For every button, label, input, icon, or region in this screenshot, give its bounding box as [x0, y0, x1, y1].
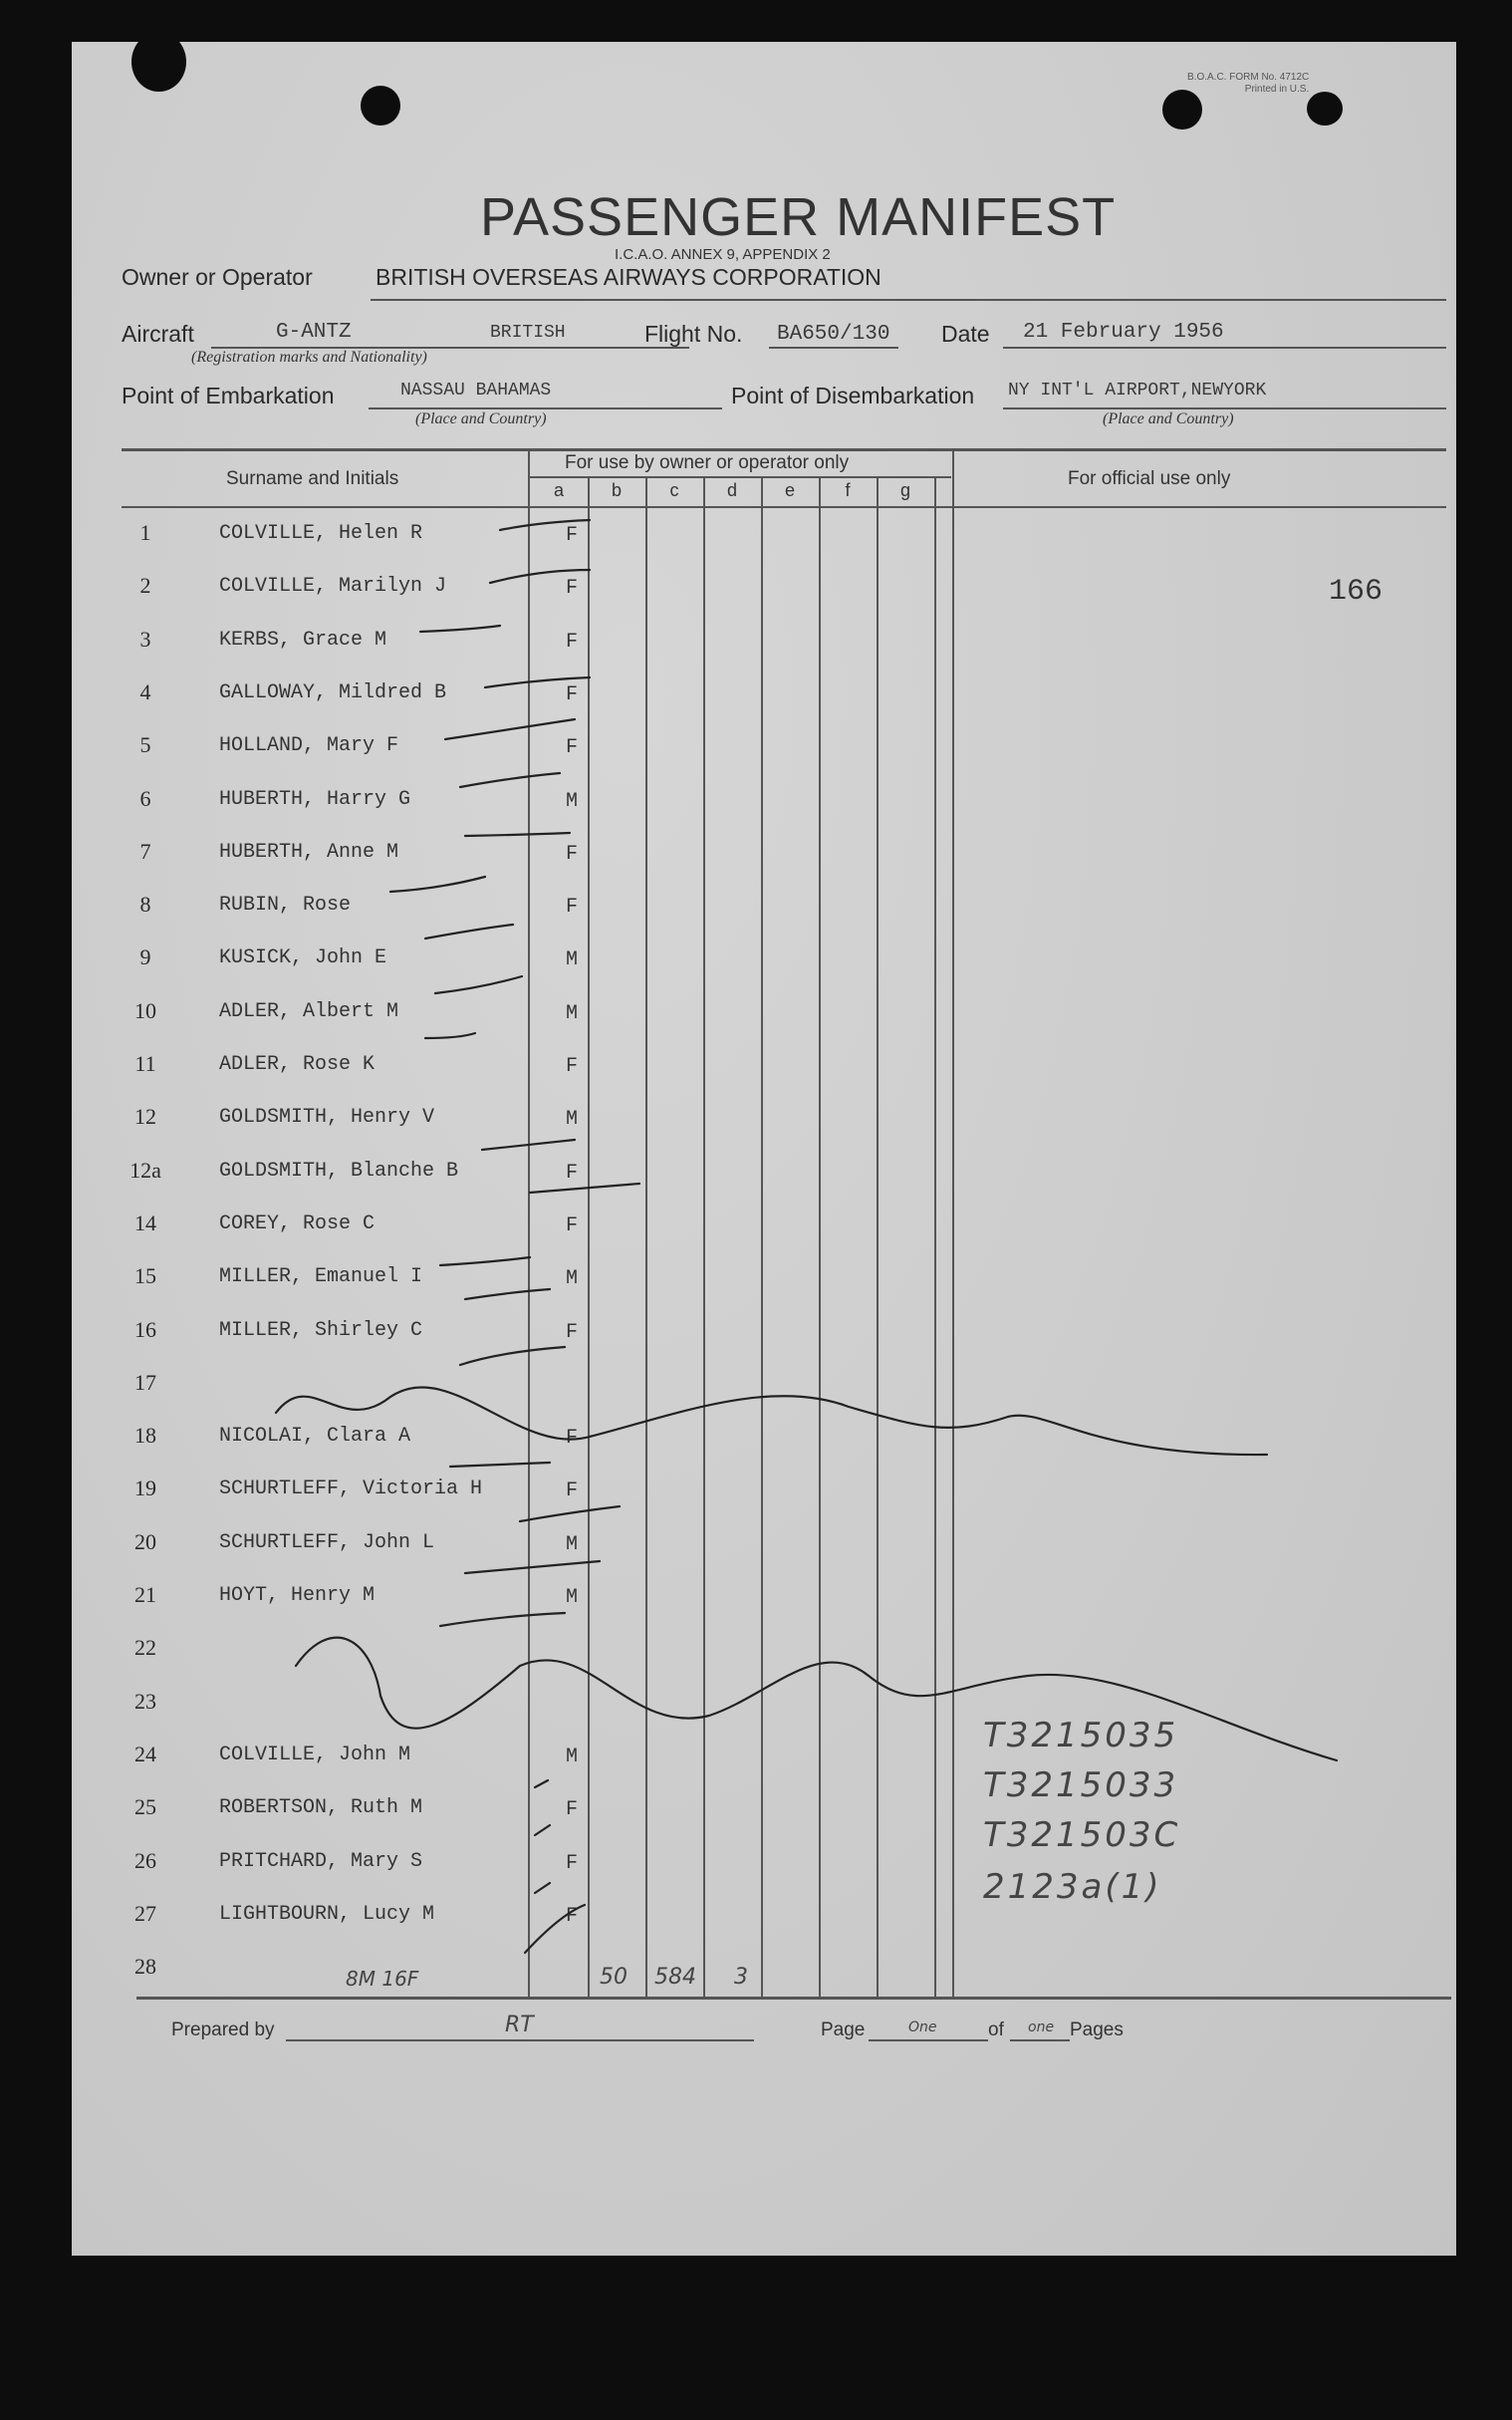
- row-number: 14: [134, 1210, 156, 1235]
- totals-name-col: 8M 16F: [346, 1967, 419, 1991]
- col-name-header: Surname and Initials: [226, 468, 399, 489]
- passenger-sex: M: [565, 1267, 578, 1291]
- nationality-value: BRITISH: [490, 323, 566, 343]
- passenger-sex: F: [565, 842, 578, 866]
- pages-label: Pages: [1070, 2019, 1124, 2040]
- disembark-value: NY INT'L AIRPORT,NEWYORK: [1008, 381, 1267, 401]
- row-number: 15: [134, 1263, 156, 1289]
- passenger-sex: M: [565, 789, 578, 813]
- row-number: 3: [139, 626, 151, 652]
- aircraft-value: G-ANTZ: [276, 321, 352, 344]
- passenger-name: PRITCHARD, Mary S: [219, 1849, 423, 1873]
- passenger-sex: M: [565, 1108, 578, 1132]
- col-header-c: c: [669, 480, 679, 500]
- aircraft-label: Aircraft: [122, 321, 194, 347]
- row-number: 17: [134, 1369, 156, 1395]
- passenger-sex: F: [565, 1904, 578, 1928]
- flight-label: Flight No.: [644, 321, 743, 347]
- row-number: 12: [134, 1104, 156, 1130]
- disembark-note: (Place and Country): [1103, 410, 1234, 427]
- passenger-sex: M: [565, 1532, 578, 1556]
- passenger-name: HUBERTH, Anne M: [219, 840, 399, 864]
- passenger-name: COLVILLE, John M: [219, 1743, 411, 1766]
- passenger-name: KERBS, Grace M: [219, 628, 387, 652]
- official-note: T321503C: [983, 1815, 1181, 1855]
- passenger-sex: M: [565, 948, 578, 972]
- of-label: of: [988, 2019, 1004, 2040]
- row-number: 9: [139, 944, 151, 970]
- passenger-name: HOYT, Henry M: [219, 1584, 376, 1607]
- row-number: 24: [134, 1741, 156, 1766]
- row-number: 5: [139, 732, 151, 758]
- col-header-f: f: [845, 480, 851, 500]
- col-header-e: e: [784, 480, 795, 500]
- row-number: 20: [134, 1528, 156, 1554]
- row-number: 19: [134, 1476, 156, 1501]
- passenger-sex: F: [565, 1055, 578, 1078]
- flight-value: BA650/130: [777, 323, 890, 346]
- embark-value: NASSAU BAHAMAS: [400, 381, 552, 401]
- date-value: 21 February 1956: [1023, 321, 1224, 344]
- page-subtitle: I.C.A.O. ANNEX 9, APPENDIX 2: [615, 246, 831, 263]
- passenger-sex: M: [565, 1745, 578, 1768]
- passenger-name: GOLDSMITH, Henry V: [219, 1106, 435, 1130]
- official-note: T3215035: [983, 1716, 1179, 1755]
- page-value: One: [908, 2019, 937, 2035]
- passenger-name: GALLOWAY, Mildred B: [219, 680, 447, 704]
- passenger-sex: F: [565, 1161, 578, 1185]
- embark-note: (Place and Country): [415, 410, 547, 427]
- totals-d: 3: [734, 1965, 748, 1990]
- passenger-sex: F: [565, 524, 578, 547]
- row-number: 21: [134, 1582, 156, 1607]
- passenger-name: SCHURTLEFF, Victoria H: [219, 1478, 483, 1501]
- col-owner-header: For use by owner or operator only: [565, 452, 850, 473]
- row-number: 25: [134, 1794, 156, 1820]
- embark-label: Point of Embarkation: [122, 383, 335, 408]
- col-header-a: a: [553, 480, 564, 500]
- passenger-sex: F: [565, 1479, 578, 1503]
- date-label: Date: [941, 321, 990, 347]
- passenger-sex: F: [565, 896, 578, 920]
- passenger-name: COLVILLE, Helen R: [219, 522, 423, 545]
- aircraft-note: (Registration marks and Nationality): [191, 349, 427, 366]
- col-header-g: g: [899, 480, 910, 500]
- passenger-name: ADLER, Rose K: [219, 1053, 376, 1076]
- passenger-name: GOLDSMITH, Blanche B: [219, 1159, 459, 1183]
- col-header-b: b: [611, 480, 622, 500]
- row-number: 11: [134, 1051, 156, 1076]
- passenger-sex: F: [565, 682, 578, 706]
- row-number: 12a: [129, 1157, 161, 1183]
- totals-b: 50: [600, 1965, 628, 1990]
- row-number: 18: [134, 1423, 156, 1449]
- passenger-sex: F: [565, 1320, 578, 1344]
- passenger-name: COREY, Rose C: [219, 1211, 376, 1235]
- official-note: T3215033: [983, 1765, 1179, 1805]
- owner-label: Owner or Operator: [122, 264, 313, 290]
- prepared-value: RT: [505, 2013, 534, 2037]
- row-number: 4: [139, 678, 151, 704]
- passenger-name: COLVILLE, Marilyn J: [219, 575, 447, 599]
- passenger-sex: F: [565, 1851, 578, 1875]
- row-number: 6: [139, 785, 151, 811]
- passenger-name: HUBERTH, Harry G: [219, 787, 411, 811]
- col-header-d: d: [726, 480, 737, 500]
- passenger-sex: F: [565, 630, 578, 654]
- row-number: 10: [134, 997, 156, 1023]
- passenger-name: NICOLAI, Clara A: [219, 1425, 411, 1449]
- official-note: 2123a(1): [983, 1867, 1162, 1907]
- passenger-name: RUBIN, Rose: [219, 894, 352, 918]
- row-number: 2: [139, 573, 151, 599]
- passenger-sex: F: [565, 1798, 578, 1822]
- passenger-name: ADLER, Albert M: [219, 999, 399, 1023]
- manifest-sheet: [72, 42, 1456, 2256]
- row-number: 22: [134, 1635, 156, 1661]
- disembark-label: Point of Disembarkation: [731, 383, 975, 408]
- page-title: PASSENGER MANIFEST: [480, 187, 1117, 247]
- of-value: one: [1028, 2019, 1055, 2035]
- row-number: 8: [139, 892, 151, 918]
- passenger-sex: F: [565, 1213, 578, 1237]
- passenger-name: HOLLAND, Mary F: [219, 734, 399, 758]
- passenger-sex: M: [565, 1001, 578, 1025]
- passenger-name: KUSICK, John E: [219, 946, 387, 970]
- row-number: 28: [134, 1954, 156, 1980]
- page-label: Page: [821, 2019, 866, 2040]
- owner-value: BRITISH OVERSEAS AIRWAYS CORPORATION: [376, 264, 882, 290]
- row-number: 23: [134, 1688, 156, 1714]
- passenger-name: MILLER, Emanuel I: [219, 1265, 423, 1289]
- passenger-sex: F: [565, 1427, 578, 1451]
- passenger-name: ROBERTSON, Ruth M: [219, 1796, 423, 1820]
- row-number: 1: [139, 520, 151, 545]
- row-number: 7: [139, 838, 151, 864]
- row-number: 27: [134, 1900, 156, 1926]
- pen-marks-overlay: [72, 42, 1456, 2256]
- stamp-number: 166: [1329, 575, 1384, 609]
- passenger-sex: F: [565, 577, 578, 601]
- totals-c: 584: [654, 1965, 696, 1990]
- passenger-name: SCHURTLEFF, John L: [219, 1530, 435, 1554]
- passenger-name: LIGHTBOURN, Lucy M: [219, 1902, 435, 1926]
- passenger-name: MILLER, Shirley C: [219, 1318, 423, 1342]
- prepared-label: Prepared by: [171, 2019, 275, 2040]
- row-number: 26: [134, 1847, 156, 1873]
- form-number: B.O.A.C. FORM No. 4712C Printed in U.S.: [1187, 72, 1310, 95]
- col-official-header: For official use only: [1068, 468, 1231, 489]
- passenger-sex: F: [565, 736, 578, 760]
- row-number: 16: [134, 1316, 156, 1342]
- passenger-sex: M: [565, 1586, 578, 1609]
